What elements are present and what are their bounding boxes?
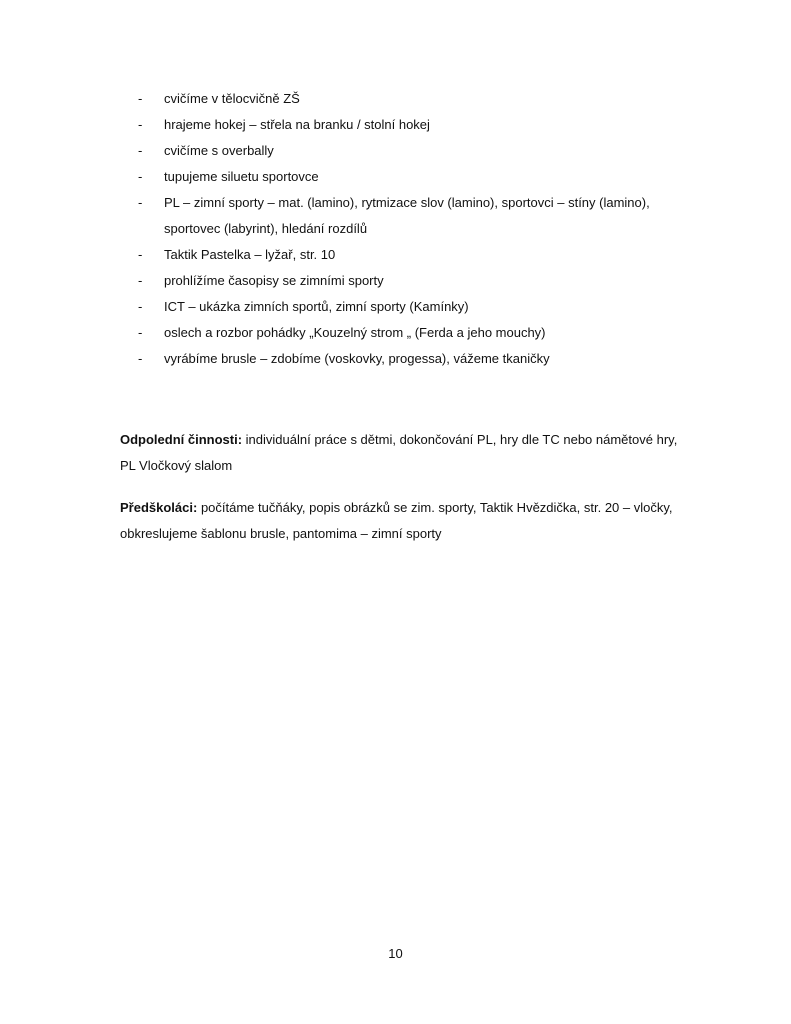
preschoolers-paragraph	[120, 495, 680, 547]
list-item	[138, 242, 698, 268]
list-item	[138, 138, 698, 164]
list-bullet: -	[138, 299, 143, 314]
list-item-text: tupujeme siluetu sportovce	[164, 169, 319, 184]
list-item-text: cvičíme s overbally	[164, 143, 274, 158]
list-item	[138, 268, 698, 294]
page-number: 10	[388, 946, 403, 961]
list-bullet: -	[138, 91, 143, 106]
list-bullet: -	[138, 117, 143, 132]
list-item-text: vyrábíme brusle – zdobíme (voskovky, progessa), vážeme tkaničky	[164, 351, 550, 366]
list-bullet: -	[138, 195, 143, 210]
list-bullet: -	[138, 143, 143, 158]
list-item	[138, 112, 698, 138]
preschoolers-text: počítáme tučňáky, popis obrázků se zim. sporty, Taktik Hvězdička, str. 20 – vločky, obkreslujeme šablonu brusle, pantomima – zimní sporty	[120, 500, 673, 541]
list-item-text: hrajeme hokej – střela na branku / stolní hokej	[164, 117, 430, 132]
list-item	[138, 346, 698, 372]
list-item-text: oslech a rozbor pohádky „Kouzelný strom „ (Ferda a jeho mouchy)	[164, 325, 546, 340]
list-bullet: -	[138, 351, 143, 366]
activity-list	[138, 86, 698, 372]
list-item-text: ICT – ukázka zimních sportů, zimní sporty (Kamínky)	[164, 299, 469, 314]
list-item-text: PL – zimní sporty – mat. (lamino), rytmizace slov (lamino), sportovci – stíny (lamino), sportovec (labyrint), hledání rozdílů	[164, 195, 650, 236]
list-item	[138, 294, 698, 320]
list-bullet: -	[138, 247, 143, 262]
list-item	[138, 320, 698, 346]
list-item	[138, 86, 698, 112]
afternoon-activities-paragraph	[120, 427, 680, 479]
list-item	[138, 164, 698, 190]
preschoolers-label: Předškoláci:	[120, 500, 198, 515]
list-bullet: -	[138, 273, 143, 288]
list-item-text: cvičíme v tělocvičně ZŠ	[164, 91, 300, 106]
list-bullet: -	[138, 169, 143, 184]
afternoon-activities-label: Odpolední činnosti:	[120, 432, 243, 447]
list-bullet: -	[138, 325, 143, 340]
list-item	[138, 190, 698, 242]
list-item-text: Taktik Pastelka – lyžař, str. 10	[164, 247, 336, 262]
list-item-text: prohlížíme časopisy se zimními sporty	[164, 273, 384, 288]
afternoon-activities-text: individuální práce s dětmi, dokončování PL, hry dle TC nebo námětové hry, PL Vločkový slalom	[120, 432, 678, 473]
